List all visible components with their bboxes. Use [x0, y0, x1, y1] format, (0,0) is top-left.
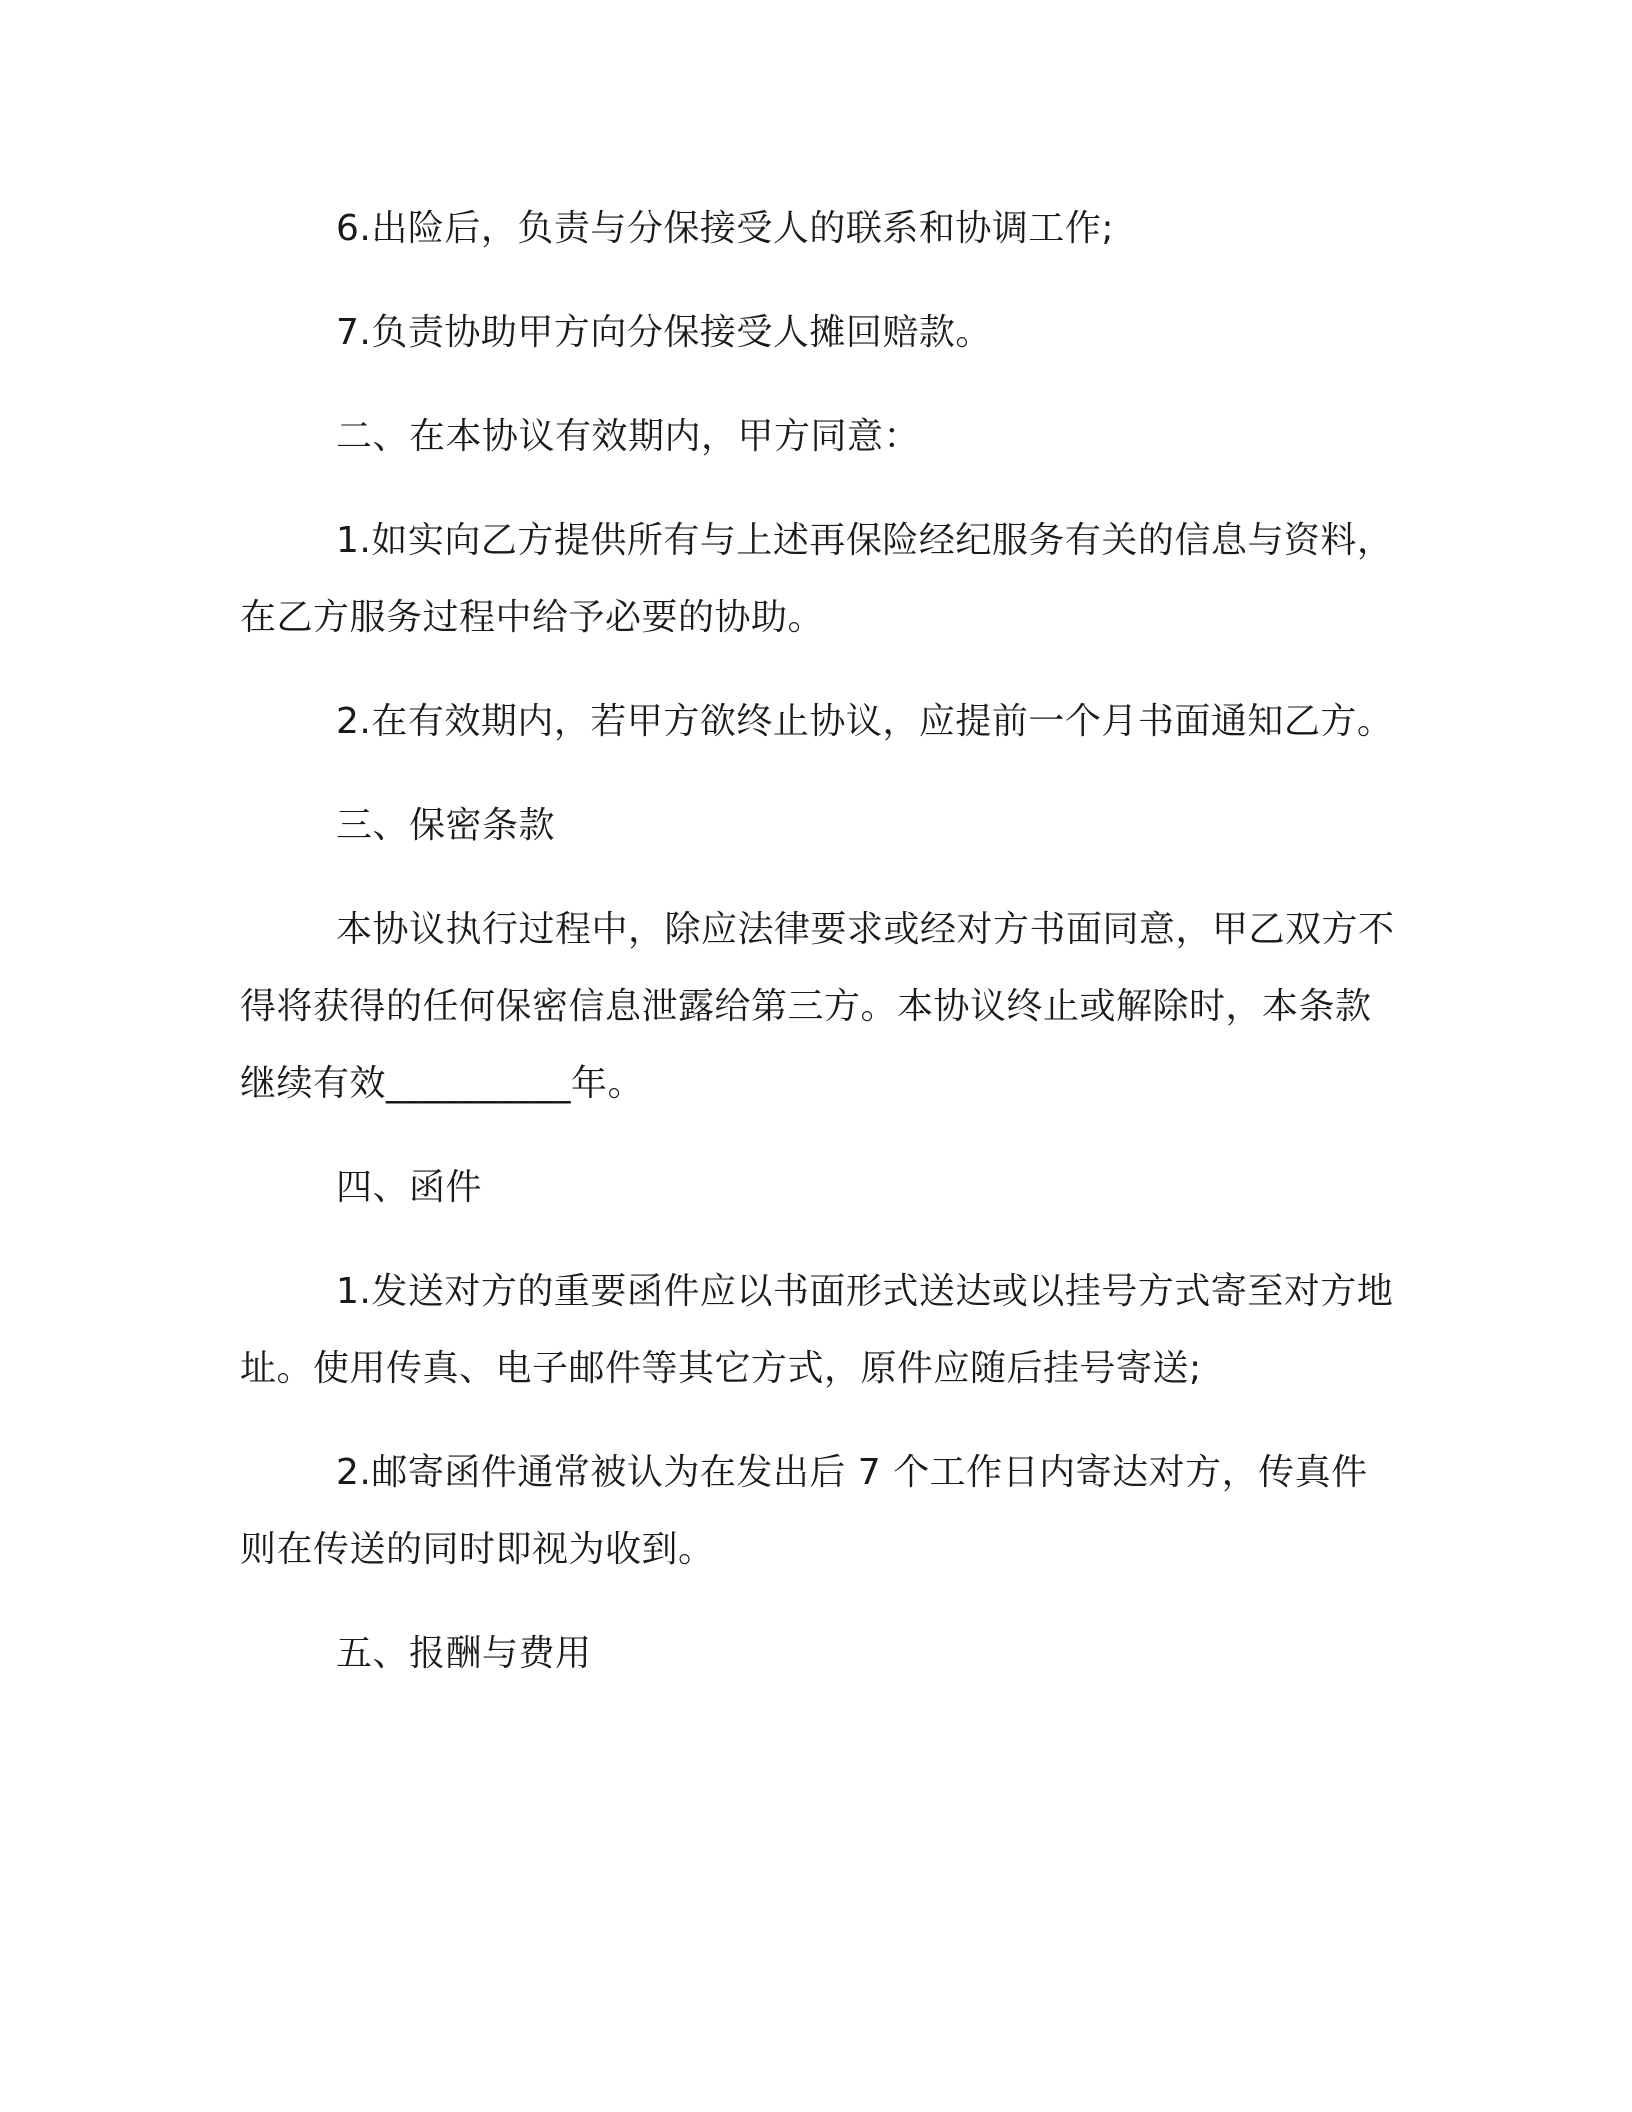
- section-2-heading: 二、在本协议有效期内，甲方同意：: [336, 416, 921, 457]
- clause-6-paragraph: 6.出险后，负责与分保接受人的联系和协调工作;: [336, 208, 1114, 249]
- section-3-heading: 三、保密条款: [336, 805, 556, 846]
- section-2-item-1: 1.如实向乙方提供所有与上述再保险经纪服务有关的信息与资料，在乙方服务过程中给予必要的协助。: [240, 520, 1394, 638]
- section-3-paragraph: 本协议执行过程中，除应法律要求或经对方书面同意，甲乙双方不得将获得的任何保密信息泄露给第三方。本协议终止或解除时，本条款继续有效__________年。: [240, 909, 1395, 1104]
- section-5-heading: 五、报酬与费用: [336, 1633, 592, 1674]
- section-4-item-1: 1.发送对方的重要函件应以书面形式送达或以挂号方式寄至对方地址。使用传真、电子邮件等其它方式，原件应随后挂号寄送;: [240, 1271, 1394, 1389]
- section-2-item-2: 2.在有效期内，若甲方欲终止协议，应提前一个月书面通知乙方。: [336, 701, 1394, 742]
- section-4-heading: 四、函件: [336, 1167, 483, 1208]
- clause-7-paragraph: 7.负责协助甲方向分保接受人摊回赔款。: [336, 312, 992, 353]
- document-body: [240, 190, 1400, 1719]
- section-4-item-2: 2.邮寄函件通常被认为在发出后 7 个工作日内寄达对方，传真件则在传送的同时即视为收到。: [240, 1452, 1368, 1570]
